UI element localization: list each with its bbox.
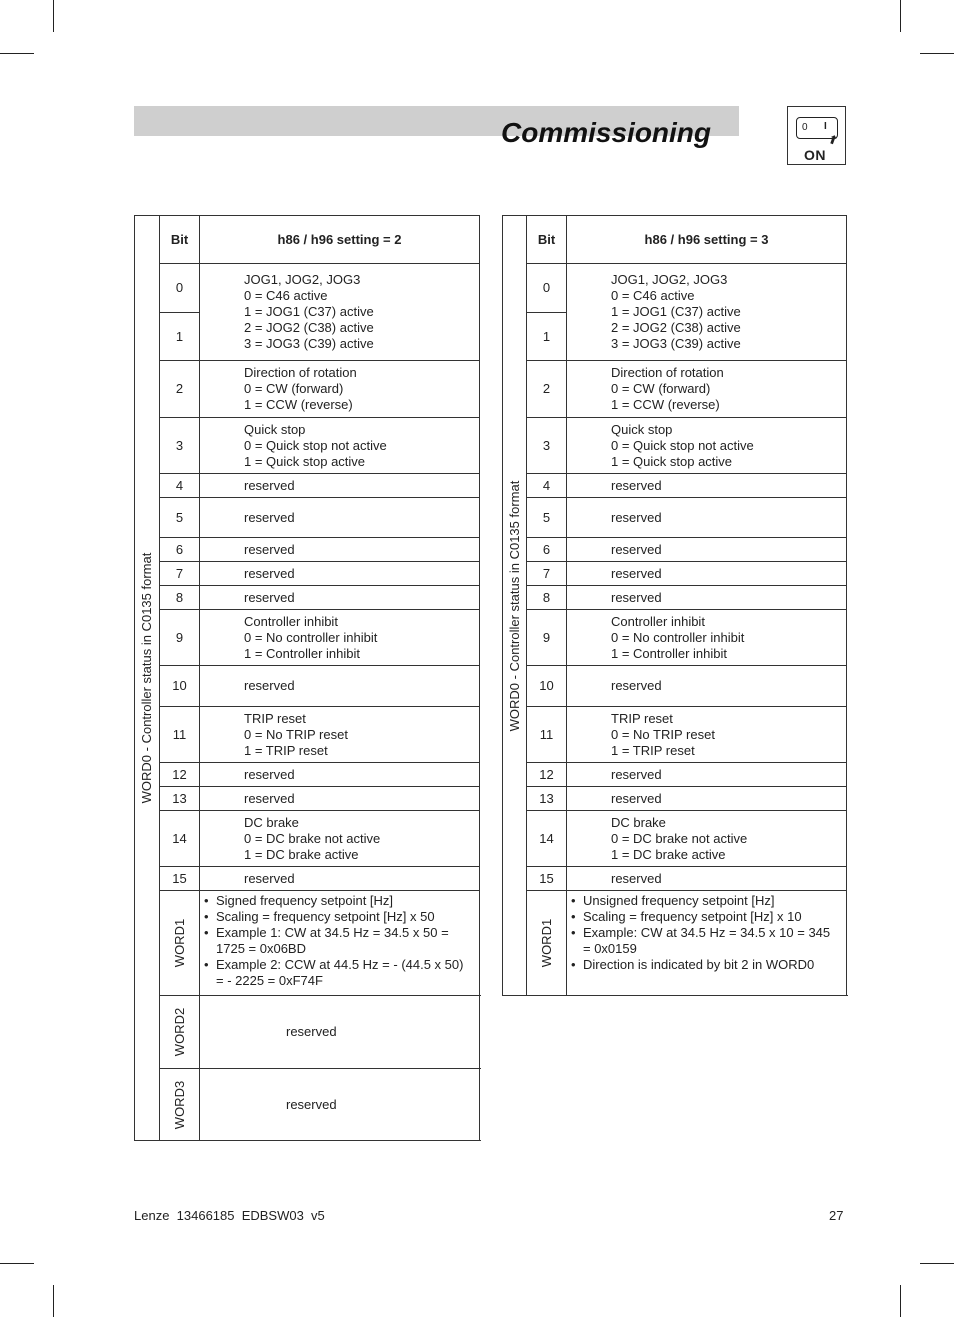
desc-line: 0 = DC brake not active [244, 830, 381, 846]
desc-line: JOG1, JOG2, JOG3 [244, 272, 361, 287]
bit-cell: 0 [160, 264, 200, 313]
word1-label: WORD1 [538, 918, 554, 968]
bit-cell: 12 [160, 763, 200, 787]
bit-cell: 0 [527, 264, 567, 313]
desc-reserved: reserved [200, 787, 480, 811]
desc-reserved: reserved [200, 763, 480, 787]
list-item: • Scaling = frequency setpoint [Hz] x 50 [204, 909, 471, 925]
word3-description: reserved [200, 1069, 480, 1141]
col-setting-header: h86 / h96 setting = 2 [200, 216, 480, 264]
col-bit-header: Bit [160, 216, 200, 264]
desc-line: 0 = No controller inhibit [244, 629, 378, 645]
bit-cell: 10 [160, 666, 200, 707]
bit-cell: 4 [160, 474, 200, 498]
desc-line: 1 = TRIP reset [611, 742, 695, 758]
desc-line: 1 = Quick stop active [611, 453, 733, 469]
desc-line: 0 = C46 active [611, 288, 695, 303]
crop-mark [900, 1285, 901, 1317]
word3-label-cell [160, 1069, 200, 1141]
desc-line: 0 = C46 active [244, 288, 328, 303]
desc-controller-inhibit [200, 610, 480, 666]
list-item: • Signed frequency setpoint [Hz] [204, 893, 471, 909]
desc-line: 3 = JOG3 (C39) active [244, 336, 374, 351]
bit-cell: 8 [527, 586, 567, 610]
word2-label: WORD2 [171, 1007, 187, 1057]
bit-cell: 15 [160, 867, 200, 891]
bit-cell: 3 [160, 418, 200, 474]
bit-cell: 4 [527, 474, 567, 498]
desc-line: Direction of rotation [244, 365, 357, 380]
list-item: • Scaling = frequency setpoint [Hz] x 10 [571, 909, 838, 925]
desc-reserved: reserved [567, 666, 847, 707]
footer-page-number: 27 [829, 1208, 844, 1223]
bit-cell: 8 [160, 586, 200, 610]
desc-reserved: reserved [200, 498, 480, 538]
col-bit-header: Bit [527, 216, 567, 264]
crop-mark [53, 0, 54, 32]
desc-line: 0 = No TRIP reset [611, 726, 715, 742]
list-item: • Example 2: CCW at 44.5 Hz = - (44.5 x 50) = - 2225 = 0xF74F [204, 957, 471, 989]
desc-line: 0 = Quick stop not active [244, 437, 387, 453]
word1-label-cell [160, 891, 200, 996]
bit-cell: 2 [160, 361, 200, 418]
desc-reserved: reserved [200, 666, 480, 707]
desc-line: 1 = Controller inhibit [611, 645, 727, 661]
word1-label-cell [527, 891, 567, 996]
desc-line: Quick stop [611, 421, 673, 437]
list-item: • Example: CW at 34.5 Hz = 34.5 x 10 = 345 = 0x0159 [571, 925, 838, 957]
desc-line: 1 = CCW (reverse) [611, 397, 720, 412]
bit-cell: 6 [527, 538, 567, 562]
desc-line: 0 = DC brake not active [611, 830, 748, 846]
switch-on-mark: I [824, 121, 827, 132]
desc-line: 0 = No TRIP reset [244, 726, 348, 742]
desc-reserved: reserved [567, 498, 847, 538]
bit-cell: 11 [527, 707, 567, 763]
desc-line: 2 = JOG2 (C38) active [611, 320, 741, 335]
desc-line: 0 = CW (forward) [611, 381, 711, 396]
desc-line: 1 = Quick stop active [244, 453, 366, 469]
bit-cell: 2 [527, 361, 567, 418]
desc-line: Quick stop [244, 421, 306, 437]
word0-label-cell [135, 216, 160, 1141]
word0-label: WORD0 - Controller status in C0135 format [506, 480, 522, 731]
word0-label: WORD0 - Controller status in C0135 format [139, 552, 154, 804]
word2-description: reserved [200, 996, 480, 1069]
word1-label: WORD1 [171, 918, 187, 968]
desc-reserved: reserved [567, 538, 847, 562]
desc-line: 2 = JOG2 (C38) active [244, 320, 374, 335]
crop-mark [920, 53, 954, 54]
desc-direction [200, 361, 480, 418]
desc-quick-stop [567, 418, 847, 474]
footer-document-id: Lenze 13466185 EDBSW03 v5 [134, 1208, 325, 1223]
desc-line: 1 = DC brake active [611, 846, 726, 862]
desc-reserved: reserved [200, 867, 480, 891]
desc-line: 1 = Controller inhibit [244, 645, 360, 661]
desc-line: 1 = DC brake active [244, 846, 359, 862]
desc-line: 1 = JOG1 (C37) active [611, 304, 741, 319]
word3-label: WORD3 [171, 1080, 187, 1129]
left-bit-table [134, 215, 480, 1141]
bit-cell: 1 [160, 313, 200, 361]
list-item: • Direction is indicated by bit 2 in WORD0 [571, 957, 838, 973]
bit-cell: 13 [527, 787, 567, 811]
list-item: • Unsigned frequency setpoint [Hz] [571, 893, 838, 909]
arrow-icon: ⬆ [825, 131, 841, 149]
desc-direction [567, 361, 847, 418]
crop-mark [920, 1263, 954, 1264]
desc-line: 1 = TRIP reset [244, 742, 328, 758]
desc-line: Controller inhibit [244, 613, 338, 629]
bit-cell: 10 [527, 666, 567, 707]
desc-controller-inhibit [567, 610, 847, 666]
desc-line: 1 = JOG1 (C37) active [244, 304, 374, 319]
crop-mark [0, 1263, 34, 1264]
word1-description [200, 891, 480, 996]
bit-cell: 5 [160, 498, 200, 538]
word0-label-cell [503, 216, 527, 996]
desc-dc-brake [567, 811, 847, 867]
desc-reserved: reserved [567, 586, 847, 610]
desc-reserved: reserved [567, 763, 847, 787]
list-item: • Example 1: CW at 34.5 Hz = 34.5 x 50 = 1725 = 0x06BD [204, 925, 471, 957]
desc-reserved: reserved [567, 787, 847, 811]
bit-cell: 13 [160, 787, 200, 811]
desc-line: TRIP reset [611, 710, 673, 726]
desc-line: DC brake [611, 814, 666, 830]
bit-cell: 3 [527, 418, 567, 474]
right-bit-table [502, 215, 847, 996]
power-switch-on-icon [787, 106, 846, 165]
desc-quick-stop [200, 418, 480, 474]
bit-cell: 7 [160, 562, 200, 586]
crop-mark [53, 1285, 54, 1317]
bit-cell: 6 [160, 538, 200, 562]
desc-line: 0 = CW (forward) [244, 381, 344, 396]
desc-reserved: reserved [567, 474, 847, 498]
desc-line: DC brake [244, 814, 299, 830]
desc-trip-reset [200, 707, 480, 763]
bit-cell: 9 [160, 610, 200, 666]
desc-dc-brake [200, 811, 480, 867]
crop-mark [900, 0, 901, 32]
desc-line: 3 = JOG3 (C39) active [611, 336, 741, 351]
desc-trip-reset [567, 707, 847, 763]
desc-line: TRIP reset [244, 710, 306, 726]
bit-cell: 9 [527, 610, 567, 666]
crop-mark [0, 53, 34, 54]
desc-line: 1 = CCW (reverse) [244, 397, 353, 412]
desc-reserved: reserved [567, 562, 847, 586]
switch-off-mark: 0 [802, 122, 808, 133]
bit-cell: 1 [527, 313, 567, 361]
page-title: Commissioning [501, 117, 712, 148]
bit-cell: 12 [527, 763, 567, 787]
desc-line: Controller inhibit [611, 613, 705, 629]
word2-label-cell [160, 996, 200, 1069]
desc-line: JOG1, JOG2, JOG3 [611, 272, 728, 287]
bit-cell: 15 [527, 867, 567, 891]
bit-cell: 14 [527, 811, 567, 867]
desc-line: 0 = No controller inhibit [611, 629, 745, 645]
bit-cell: 5 [527, 498, 567, 538]
desc-reserved: reserved [200, 562, 480, 586]
desc-reserved: reserved [567, 867, 847, 891]
desc-jog [200, 264, 480, 361]
desc-reserved: reserved [200, 586, 480, 610]
bit-cell: 7 [527, 562, 567, 586]
desc-line: Direction of rotation [611, 365, 724, 380]
word1-description [567, 891, 847, 996]
desc-jog [567, 264, 847, 361]
bit-cell: 14 [160, 811, 200, 867]
desc-reserved: reserved [200, 538, 480, 562]
col-setting-header: h86 / h96 setting = 3 [567, 216, 847, 264]
desc-reserved: reserved [200, 474, 480, 498]
switch-on-label: ON [804, 147, 826, 163]
bit-cell: 11 [160, 707, 200, 763]
desc-line: 0 = Quick stop not active [611, 437, 754, 453]
